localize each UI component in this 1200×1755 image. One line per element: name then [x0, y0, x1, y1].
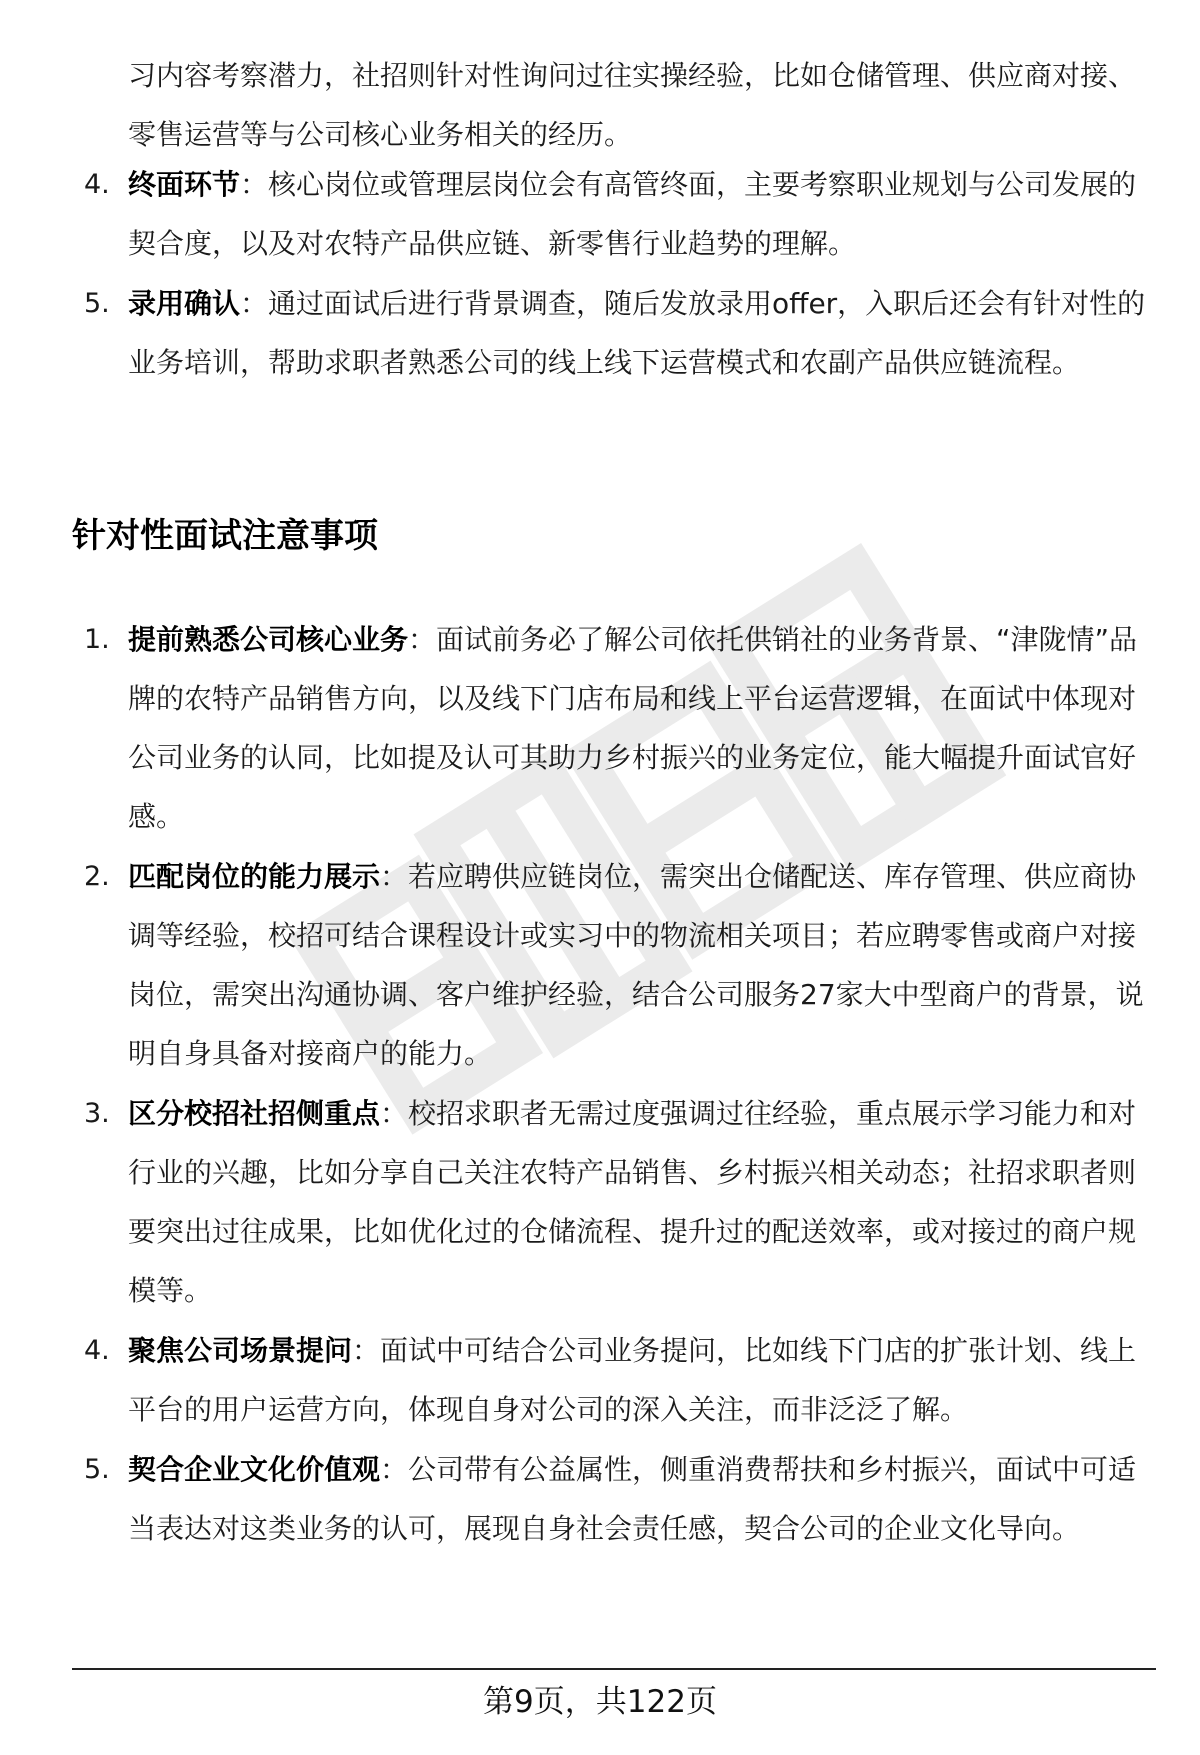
list-term: 聚焦公司场景提问	[128, 1334, 353, 1367]
list-text: ：公司带有公益属性，侧重消费帮扶和乡村振兴，面试中可适当表达对这类业务的认可，展现自身社会责任感，契合公司的企业文化导向。	[128, 1453, 1137, 1545]
list-item	[0, 1084, 1148, 1320]
list-term: 终面环节	[128, 168, 241, 201]
footer-divider	[72, 1668, 1156, 1670]
list-term: 录用确认	[128, 287, 241, 320]
list-number: 1.	[84, 624, 110, 655]
list-term: 区分校招社招侧重点	[128, 1097, 381, 1130]
page-number: 第9页，共122页	[483, 1684, 717, 1720]
section-title: 针对性面试注意事项	[72, 516, 378, 556]
process-list	[0, 155, 1200, 393]
list-term: 匹配岗位的能力展示	[128, 860, 381, 893]
list-number: 5.	[84, 288, 110, 319]
list-item	[0, 847, 1148, 1083]
list-item	[0, 155, 1148, 273]
list-item	[0, 274, 1148, 392]
list-number: 5.	[84, 1454, 110, 1485]
list-number: 2.	[84, 861, 110, 892]
list-text: ：面试前务必了解公司依托供销社的业务背景、“津陇情”品牌的农特产品销售方向，以及线下门店布局和线上平台运营逻辑，在面试中体现对公司业务的认同，比如提及认可其助力乡村振兴的业务定位，能大幅提升面试官好感。	[128, 623, 1138, 833]
list-number: 3.	[84, 1098, 110, 1129]
list-text: ：若应聘供应链岗位，需突出仓储配送、库存管理、供应商协调等经验，校招可结合课程设计或实习中的物流相关项目；若应聘零售或商户对接岗位，需突出沟通协调、客户维护经验，结合公司服务27家大中型商户的背景，说明自身具备对接商户的能力。	[128, 860, 1144, 1070]
continued-paragraph: 习内容考察潜力，社招则针对性询问过往实操经验，比如仓储管理、供应商对接、零售运营等与公司核心业务相关的经历。	[128, 59, 1137, 151]
list-item	[0, 1321, 1148, 1439]
list-text: ：面试中可结合公司业务提问，比如线下门店的扩张计划、线上平台的用户运营方向，体现自身对公司的深入关注，而非泛泛了解。	[128, 1334, 1137, 1426]
list-item	[0, 610, 1148, 846]
list-text: ：校招求职者无需过度强调过往经验，重点展示学习能力和对行业的兴趣，比如分享自己关注农特产品销售、乡村振兴相关动态；社招求职者则要突出过往成果，比如优化过的仓储流程、提升过的配送效率，或对接过的商户规模等。	[128, 1097, 1137, 1307]
list-text: ：通过面试后进行背景调查，随后发放录用offer，入职后还会有针对性的业务培训，帮助求职者熟悉公司的线上线下运营模式和农副产品供应链流程。	[128, 287, 1146, 379]
list-text: ：核心岗位或管理层岗位会有高管终面，主要考察职业规划与公司发展的契合度，以及对农特产品供应链、新零售行业趋势的理解。	[128, 168, 1137, 260]
list-term: 契合企业文化价值观	[128, 1453, 381, 1486]
list-number: 4.	[84, 169, 110, 200]
tips-list	[0, 610, 1200, 1559]
list-item	[0, 1440, 1148, 1558]
list-term: 提前熟悉公司核心业务	[128, 623, 409, 656]
list-number: 4.	[84, 1335, 110, 1366]
